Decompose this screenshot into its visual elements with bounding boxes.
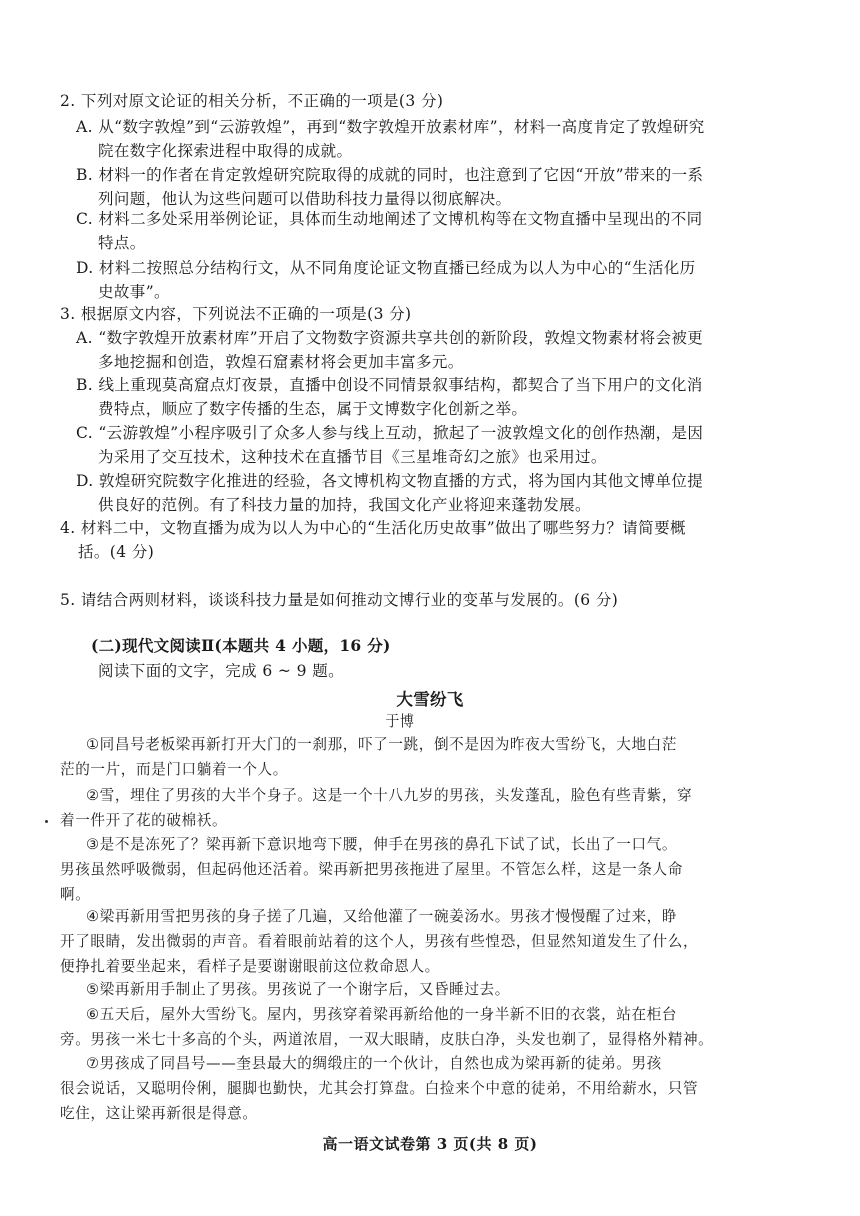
paragraph-line: 开了眼睛，发出微弱的声音。看着眼前站着的这个人，男孩有些惶恐，但显然知道发生了什么，	[60, 933, 699, 950]
option-line: 院在数字化探索进程中取得的成就。	[98, 142, 353, 160]
page-footer: 高一语文试卷第 3 页(共 8 页)	[322, 1135, 538, 1153]
option-line: 特点。	[98, 234, 146, 252]
question-2-stem: 2. 下列对原文论证的相关分析，不正确的一项是(3 分)	[60, 92, 444, 110]
option-line: C. “云游敦煌”小程序吸引了众多人参与线上互动，掀起了一波敦煌文化的创作热潮，是因	[76, 424, 704, 442]
scan-speck	[45, 820, 48, 823]
option-line: A. 从“数字敦煌”到“云游敦煌”，再到“数字敦煌开放素材库”，材料一高度肯定了敦煌研究	[76, 118, 705, 136]
paragraph-line: ②雪，埋住了男孩的大半个身子。这是一个十八九岁的男孩，头发蓬乱，脸色有些青紫，穿	[86, 787, 693, 804]
paragraph-line: 茫的一片，而是门口躺着一个人。	[60, 761, 288, 778]
story-author: 于博	[385, 712, 415, 730]
paragraph-line: 男孩虽然呼吸微弱，但起码他还活着。梁再新把男孩拖进了屋里。不管怎么样，这是一条人命	[60, 861, 683, 878]
option-line: D. 敦煌研究院数字化推进的经验，各文博机构文物直播的方式，将为国内其他文博单位提	[76, 472, 704, 490]
option-line: 供良好的范例。有了科技力量的加持，我国文化产业将迎来蓬勃发展。	[98, 496, 591, 514]
option-line: B. 材料一的作者在肯定敦煌研究院取得的成就的同时，也注意到了它因“开放”带来的一系	[76, 166, 704, 184]
section-title: (二)现代文阅读Ⅱ(本题共 4 小题，16 分)	[91, 636, 391, 655]
option-line: 多地挖掘和创造，敦煌石窟素材将会更加丰富多元。	[98, 353, 464, 371]
paragraph-line: ⑤梁再新用手制止了男孩。男孩说了一个谢字后，又昏睡过去。	[86, 981, 510, 998]
paragraph-line: 旁。男孩一米七十多高的个头，两道浓眉，一双大眼睛，皮肤白净，头发也剃了，显得格外精神。	[60, 1031, 714, 1048]
paragraph-line: 啊。	[60, 886, 91, 903]
option-line: 费特点，顺应了数字传播的生态，属于文博数字化创新之举。	[98, 400, 528, 418]
paragraph-line: 便挣扎着要坐起来，看样子是要谢谢眼前这位救命恩人。	[60, 958, 440, 975]
paragraph-line: ③是不是冻死了？梁再新下意识地弯下腰，伸手在男孩的鼻孔下试了试，长出了一口气。	[86, 836, 678, 853]
question-line: 4. 材料二中，文物直播为成为以人为中心的“生活化历史故事”做出了哪些努力？请简要概	[60, 519, 686, 537]
section-instruction: 阅读下面的文字，完成 6 ~ 9 题。	[98, 662, 345, 680]
option-line: 为采用了交互技术，这种技术在直播节目《三星堆奇幻之旅》也采用过。	[98, 448, 607, 466]
option-line: C. 材料二多处采用举例论证，具体而生动地阐述了文博机构等在文物直播中呈现出的不同	[76, 210, 703, 228]
option-line: D. 材料二按照总分结构行文，从不同角度论证文物直播已经成为以人为中心的“生活化历	[76, 259, 696, 277]
option-line: 史故事”。	[98, 283, 170, 301]
paragraph-line: 着一件开了花的破棉袄。	[60, 812, 228, 829]
paragraph-line: ①同昌号老板梁再新打开大门的一刹那，吓了一跳，倒不是因为昨夜大雪纷飞，大地白茫	[86, 736, 678, 753]
question-3-stem: 3. 根据原文内容，下列说法不正确的一项是(3 分)	[60, 305, 412, 323]
paragraph-line: ⑥五天后，屋外大雪纷飞。屋内，男孩穿着梁再新给他的一身半新不旧的衣裳，站在柜台	[86, 1006, 678, 1023]
option-line: A. “数字敦煌开放素材库”开启了文物数字资源共享共创的新阶段，敦煌文物素材将会被更	[76, 329, 704, 347]
paragraph-line: ⑦男孩成了同昌号——奎县最大的绸缎庄的一个伙计，自然也成为梁再新的徒弟。男孩	[86, 1055, 662, 1072]
paragraph-line: 吃住，这让梁再新很是得意。	[60, 1105, 258, 1122]
story-title: 大雪纷飞	[396, 690, 464, 709]
paragraph-line: ④梁再新用雪把男孩的身子搓了几遍，又给他灌了一碗姜汤水。男孩才慢慢醒了过来，睁	[86, 908, 678, 925]
paragraph-line: 很会说话，又聪明伶俐，腿脚也勤快，尤其会打算盘。白捡来个中意的徒弟，不用给薪水，只管	[60, 1080, 699, 1097]
question-5: 5. 请结合两则材料，谈谈科技力量是如何推动文博行业的变革与发展的。(6 分)	[60, 591, 619, 609]
question-line: 括。(4 分)	[78, 543, 155, 561]
option-line: 列问题，他认为这些问题可以借助科技力量得以彻底解决。	[98, 190, 512, 208]
option-line: B. 线上重现莫高窟点灯夜景，直播中创设不同情景叙事结构，都契合了当下用户的文化消	[76, 376, 703, 394]
